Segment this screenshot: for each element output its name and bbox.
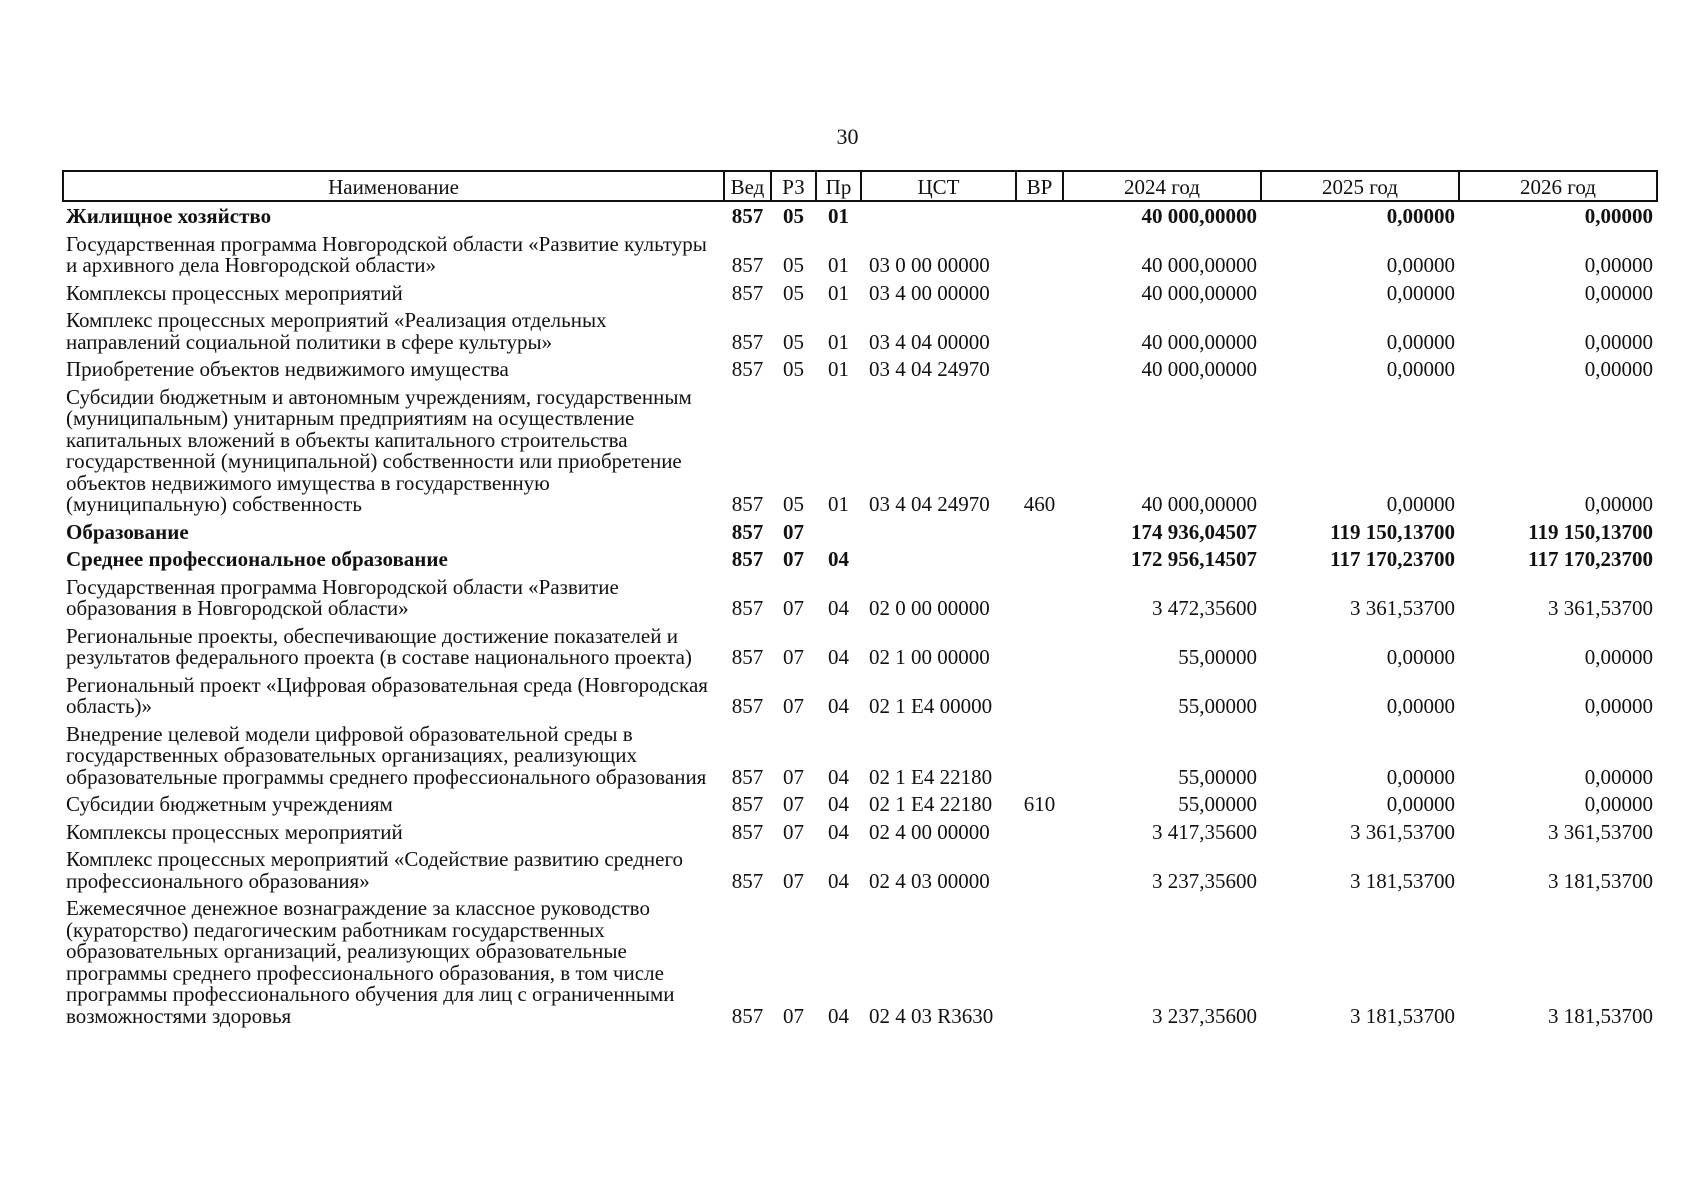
cell-pr [816,522,861,550]
cell-vr [1016,522,1063,550]
table-row [63,626,1657,675]
cell-vr: 460 [1023,492,1056,516]
cell-2024: 55,00000 [1178,792,1257,816]
cell-rz: 05 [783,492,804,516]
table-row [63,310,1657,359]
cell-pr: 01 [828,280,849,305]
header-vr: ВР [1016,171,1063,201]
cell-cst: 02 1 00 00000 [869,645,990,669]
cell-ved: 857 [731,204,764,228]
cell-ved: 857 [731,253,764,277]
cell-2025: 0,00000 [1386,280,1455,305]
cell-name: Государственная программа Новгородской области «Развитие культуры и архивного дела Новгородской области» [66,231,707,277]
cell-name: Государственная программа Новгородской области «Развитие образования в Новгородской области» [66,574,619,620]
header-name: Наименование [63,171,724,201]
cell-2025: 119 150,13700 [1330,519,1455,544]
cell-name: Субсидии бюджетным учреждениям [66,792,393,816]
cell-2024: 40 000,00000 [1141,329,1257,354]
cell-cst: 02 4 00 00000 [869,819,990,844]
cell-name: Ежемесячное денежное вознаграждение за классное руководство (кураторство) педагогическим работникам государственных образовательных организаций, реализующих образовательные программы среднего профессионального образования, в том числе программы профессионального обучения для лиц с ограниченными возможностями здоровья [66,896,675,1028]
cell-pr: 01 [828,253,849,277]
cell-pr: 04 [828,868,849,893]
cell-2026: 3 361,53700 [1548,819,1653,844]
cell-2025: 0,00000 [1386,204,1455,228]
cell-pr: 04 [828,547,849,571]
cell-vr [1016,822,1063,850]
cell-pr: 01 [828,357,849,381]
cell-ved: 857 [731,694,764,718]
cell-pr: 04 [828,694,849,718]
cell-pr: 04 [828,1003,849,1028]
cell-rz: 05 [783,357,804,381]
cell-2024: 3 237,35600 [1152,868,1257,893]
cell-rz: 05 [783,329,804,354]
cell-rz: 07 [783,1003,804,1028]
cell-rz: 05 [783,204,804,228]
cell-2024: 172 956,14507 [1131,547,1257,571]
cell-2024: 55,00000 [1178,764,1257,789]
cell-ved: 857 [731,792,764,816]
cell-vr: 610 [1023,792,1056,816]
cell-pr: 04 [828,596,849,620]
cell-2026: 0,00000 [1584,253,1653,277]
cell-2026: 0,00000 [1584,694,1653,718]
cell-2025: 3 361,53700 [1350,819,1455,844]
cell-2026: 3 361,53700 [1548,596,1653,620]
cell-cst: 02 1 E4 22180 [869,792,993,816]
cell-vr [1016,724,1063,795]
cell-ved: 857 [731,868,764,893]
cell-ved: 857 [731,819,764,844]
table-row [63,724,1657,795]
table-row [63,359,1657,387]
cell-2026: 0,00000 [1584,492,1653,516]
cell-cst: 03 4 04 24970 [869,357,990,381]
table-row [63,387,1657,522]
cell-2026: 117 170,23700 [1528,547,1653,571]
header-cst: ЦСТ [861,171,1016,201]
cell-2024: 3 472,35600 [1152,596,1257,620]
cell-pr: 01 [828,329,849,354]
cell-pr: 04 [828,645,849,669]
header-rz: РЗ [771,171,816,201]
cell-2025: 0,00000 [1386,764,1455,789]
cell-ved: 857 [731,645,764,669]
table-body [63,201,1657,1033]
table-header-row [63,171,1657,201]
cell-ved: 857 [731,492,764,516]
cell-2024: 55,00000 [1178,694,1257,718]
cell-rz: 07 [783,819,804,844]
cell-ved: 857 [731,519,764,544]
cell-2025: 3 361,53700 [1350,596,1455,620]
cell-2026: 119 150,13700 [1528,519,1653,544]
cell-ved: 857 [731,329,764,354]
cell-name: Комплексы процессных мероприятий [66,819,403,844]
cell-2026: 0,00000 [1584,280,1653,305]
cell-cst: 03 4 04 24970 [869,492,990,516]
cell-rz: 07 [783,645,804,669]
table-row [63,675,1657,724]
table-row [63,849,1657,898]
cell-2026: 0,00000 [1584,764,1653,789]
cell-name: Региональные проекты, обеспечивающие достижение показателей и результатов федерального проекта (в составе национального проекта) [66,623,692,669]
cell-name: Внедрение целевой модели цифровой образовательной среды в государственных образовательных организациях, реализующих образовательные программы среднего профессионального образования [66,721,707,789]
cell-2024: 40 000,00000 [1141,280,1257,305]
cell-cst [861,201,1016,234]
cell-2026: 0,00000 [1584,204,1653,228]
cell-rz: 07 [783,519,804,544]
cell-vr [1016,626,1063,675]
cell-name: Региональный проект «Цифровая образовательная среда (Новгородская область)» [66,672,708,718]
cell-name: Субсидии бюджетным и автономным учреждениям, государственным (муниципальным) унитарным предприятиям на осуществление капитальных вложений в объекты капитального строительства государственной (муниципальной) собственности или приобретение объектов недвижимого имущества в государственную (муниципальную) собственность [66,384,692,516]
cell-vr [1016,675,1063,724]
cell-vr [1016,898,1063,1033]
cell-rz: 07 [783,547,804,571]
cell-2025: 0,00000 [1386,492,1455,516]
cell-2024: 3 417,35600 [1152,819,1257,844]
cell-2024: 3 237,35600 [1152,1003,1257,1028]
page-number: 30 [836,124,859,149]
budget-table [62,170,1658,1033]
header-2024: 2024 год [1063,171,1261,201]
table-row [63,822,1657,850]
cell-2025: 0,00000 [1386,357,1455,381]
cell-2026: 3 181,53700 [1548,1003,1653,1028]
table-row [63,201,1657,234]
cell-rz: 07 [783,596,804,620]
cell-ved: 857 [731,280,764,305]
cell-2026: 3 181,53700 [1548,868,1653,893]
table-row [63,234,1657,283]
cell-pr: 04 [828,819,849,844]
cell-2025: 117 170,23700 [1330,547,1455,571]
cell-rz: 07 [783,792,804,816]
cell-2026: 0,00000 [1584,792,1653,816]
header-ved: Вед [724,171,771,201]
cell-vr [1016,549,1063,577]
cell-2026: 0,00000 [1584,645,1653,669]
cell-2025: 0,00000 [1386,792,1455,816]
table-row [63,898,1657,1033]
table-row [63,283,1657,311]
cell-vr [1016,849,1063,898]
cell-ved: 857 [731,764,764,789]
cell-name: Жилищное хозяйство [66,204,272,228]
cell-cst [861,549,1016,577]
cell-vr [1016,201,1063,234]
cell-name: Среднее профессиональное образование [66,547,448,571]
cell-cst: 02 4 03 R3630 [869,1003,994,1028]
cell-pr: 04 [828,764,849,789]
cell-2024: 40 000,00000 [1141,357,1257,381]
cell-name: Образование [66,519,189,544]
cell-vr [1016,234,1063,283]
cell-ved: 857 [731,357,764,381]
cell-2024: 40 000,00000 [1141,492,1257,516]
cell-name: Комплекс процессных мероприятий «Содействие развитию среднего профессионального образования» [66,847,684,893]
table-row [63,549,1657,577]
cell-2024: 174 936,04507 [1131,519,1257,544]
cell-2026: 0,00000 [1584,329,1653,354]
cell-vr [1016,283,1063,311]
cell-cst: 02 1 E4 00000 [869,694,993,718]
cell-2025: 0,00000 [1386,253,1455,277]
cell-cst: 02 4 03 00000 [869,868,990,893]
cell-rz: 07 [783,764,804,789]
cell-vr [1016,310,1063,359]
cell-name: Комплексы процессных мероприятий [66,280,403,305]
cell-name: Комплекс процессных мероприятий «Реализация отдельных направлений социальной политики в сфере культуры» [66,308,607,354]
cell-2024: 40 000,00000 [1141,253,1257,277]
cell-vr [1016,359,1063,387]
cell-name: Приобретение объектов недвижимого имущества [66,357,509,381]
cell-pr: 01 [828,492,849,516]
cell-cst: 03 4 04 00000 [869,329,990,354]
table-row [63,522,1657,550]
cell-2025: 0,00000 [1386,694,1455,718]
header-2025: 2025 год [1261,171,1459,201]
cell-cst: 03 4 00 00000 [869,280,990,305]
cell-2026: 0,00000 [1584,357,1653,381]
header-2026: 2026 год [1459,171,1657,201]
cell-2025: 0,00000 [1386,645,1455,669]
cell-2024: 55,00000 [1178,645,1257,669]
cell-cst: 02 0 00 00000 [869,596,990,620]
table-row [63,577,1657,626]
cell-ved: 857 [731,1003,764,1028]
cell-cst: 02 1 E4 22180 [869,764,993,789]
cell-rz: 05 [783,280,804,305]
cell-ved: 857 [731,596,764,620]
cell-2025: 0,00000 [1386,329,1455,354]
header-pr: Пр [816,171,861,201]
cell-pr: 01 [828,204,849,228]
cell-2025: 3 181,53700 [1350,868,1455,893]
cell-rz: 07 [783,868,804,893]
cell-cst [861,522,1016,550]
cell-pr: 04 [828,792,849,816]
cell-rz: 07 [783,694,804,718]
table-row [63,794,1657,822]
cell-2025: 3 181,53700 [1350,1003,1455,1028]
cell-2024: 40 000,00000 [1141,204,1257,228]
cell-cst: 03 0 00 00000 [869,253,990,277]
cell-vr [1016,577,1063,626]
cell-rz: 05 [783,253,804,277]
cell-ved: 857 [731,547,764,571]
